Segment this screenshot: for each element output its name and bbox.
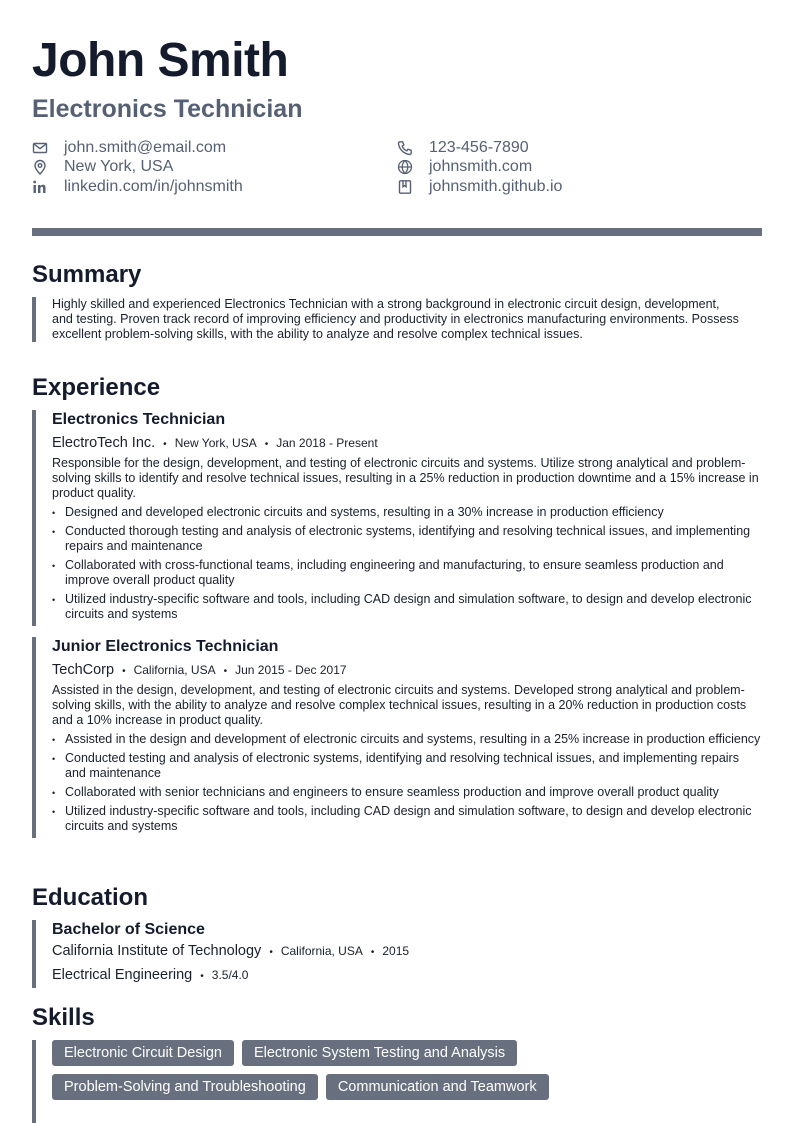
separator-dot: • (264, 439, 269, 450)
job-location: California, USA (133, 663, 216, 677)
school-location: California, USA (280, 944, 363, 958)
list-item: • Conducted testing and analysis of electronic systems, identifying and resolving technical issues, and implementing repairs and maintenance (52, 751, 762, 781)
skill-tag: Electronic Circuit Design (52, 1040, 234, 1066)
separator-dot: • (223, 666, 228, 677)
gpa: 3.5/4.0 (211, 968, 249, 982)
phone-text[interactable]: 123-456-7890 (429, 138, 529, 156)
contact-column-left (32, 138, 243, 197)
header-divider (32, 228, 762, 236)
location-text: New York, USA (64, 158, 174, 176)
summary-block (32, 297, 762, 342)
job-dates: Jan 2018 - Present (276, 436, 378, 450)
contact-email[interactable] (32, 138, 243, 158)
education-heading: Education (32, 884, 149, 911)
globe-icon (397, 159, 413, 175)
candidate-role: Electronics Technician (32, 95, 303, 123)
job-entry (32, 637, 762, 838)
linkedin-icon (32, 179, 48, 195)
job-meta (52, 660, 762, 682)
job-entry (32, 410, 762, 626)
location-pin-icon (32, 159, 48, 175)
phone-icon (397, 140, 413, 156)
school-name: California Institute of Technology (52, 943, 262, 959)
list-item: • Conducted thorough testing and analysis of electronic systems, identifying and resolving technical issues, and implementing repairs and maintenance (52, 524, 762, 554)
separator-dot: • (370, 947, 375, 958)
skills-heading: Skills (32, 1004, 95, 1031)
list-item: • Utilized industry-specific software and tools, including CAD design and simulation software, to design and develop electronic circuits and systems (52, 804, 762, 834)
summary-text: Highly skilled and experienced Electronics Technician with a strong background in electronic circuit design, development, and testing. Proven track record of improving efficiency and productivity in electronics manufacturing environments. Possess excellent problem-solving skills, with the ability to analyze and resolve complex technical issues. (52, 297, 739, 341)
job-meta (52, 433, 762, 455)
list-item: • Utilized industry-specific software and tools, including CAD design and simulation software, to design and develop electronic circuits and systems (52, 592, 762, 622)
job-title: Junior Electronics Technician (52, 638, 279, 655)
skills-tag-list (52, 1040, 652, 1100)
education-field-line (52, 964, 762, 988)
job-bullets (52, 732, 762, 834)
github-text[interactable]: johnsmith.github.io (429, 177, 563, 195)
field-of-study: Electrical Engineering (52, 967, 193, 983)
education-block (32, 920, 762, 988)
separator-dot: • (163, 439, 167, 450)
email-text[interactable]: john.smith@email.com (64, 138, 227, 156)
list-item: • Designed and developed electronic circuits and systems, resulting in a 30% increase in production efficiency (52, 505, 762, 520)
job-location: New York, USA (174, 436, 257, 450)
portfolio-book-icon (397, 179, 413, 195)
contact-phone[interactable] (397, 138, 562, 158)
mail-icon (32, 140, 48, 156)
candidate-name: John Smith (32, 34, 289, 87)
contact-location (32, 158, 243, 178)
skill-tag: Problem-Solving and Troubleshooting (52, 1074, 318, 1100)
list-item: • Assisted in the design and development of electronic circuits and systems, resulting in a 25% increase in production efficiency (52, 732, 762, 747)
contact-linkedin[interactable] (32, 177, 243, 197)
job-company: TechCorp (52, 662, 115, 678)
contact-github[interactable] (397, 177, 562, 197)
degree-title: Bachelor of Science (52, 921, 205, 938)
contact-website[interactable] (397, 158, 562, 178)
separator-dot: • (200, 971, 204, 982)
job-title: Electronics Technician (52, 411, 226, 428)
summary-heading: Summary (32, 261, 142, 288)
experience-heading: Experience (32, 374, 161, 401)
linkedin-text[interactable]: linkedin.com/in/johnsmith (64, 177, 243, 195)
contact-column-right (397, 138, 562, 197)
separator-dot: • (269, 947, 273, 958)
skills-block (32, 1040, 762, 1123)
job-description: Assisted in the design, development, and testing of electronic circuits and systems. Developed strong analytical and problem-solving skills, with the ability to analyze and resolve complex technical issues, resulting in a 20% reduction in production costs and a 10% increase in product quality. (52, 683, 747, 727)
job-description: Responsible for the design, development, and testing of electronic circuits and systems. Utilize strong analytical and problem-solving skills to identify and resolve technical issues, resulting in a 25% reduction in production downtime and a 15% increase in product quality. (52, 456, 759, 500)
job-dates: Jun 2015 - Dec 2017 (235, 663, 347, 677)
job-bullets (52, 505, 762, 622)
skill-tag: Electronic System Testing and Analysis (242, 1040, 517, 1066)
separator-dot: • (122, 666, 126, 677)
website-text[interactable]: johnsmith.com (429, 158, 533, 176)
education-school-line (52, 940, 762, 964)
list-item: • Collaborated with cross-functional teams, including engineering and manufacturing, to ensure seamless production and improve overall product quality (52, 558, 762, 588)
graduation-year: 2015 (382, 944, 410, 958)
skill-tag: Communication and Teamwork (326, 1074, 549, 1100)
job-company: ElectroTech Inc. (52, 435, 156, 451)
list-item: • Collaborated with senior technicians and engineers to ensure seamless production and improve overall product quality (52, 785, 762, 800)
